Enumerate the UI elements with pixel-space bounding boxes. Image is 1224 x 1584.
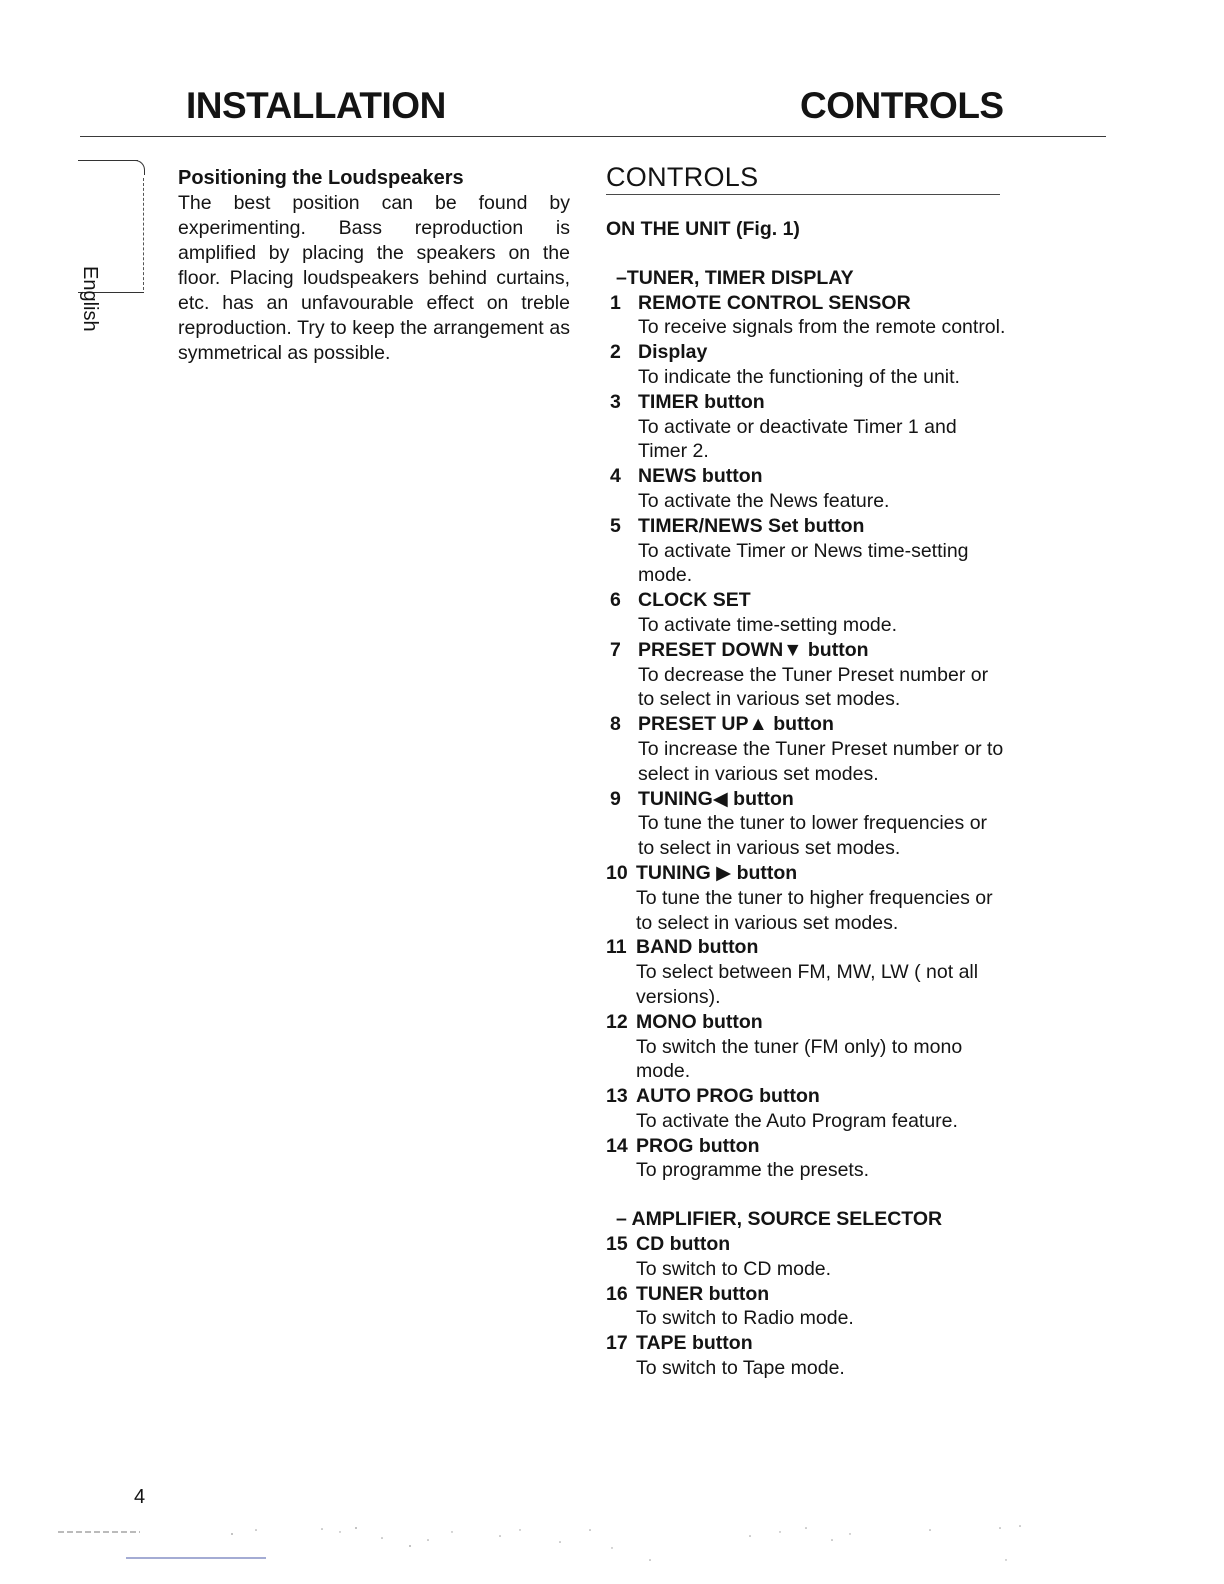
left-column <box>178 166 570 366</box>
item-title: TIMER button <box>638 390 765 413</box>
item-title: PROG button <box>636 1134 760 1157</box>
language-tab-top-border <box>78 160 138 161</box>
tuner-control-item <box>606 787 1006 861</box>
item-description: To activate the News feature. <box>638 489 890 512</box>
language-tab-side-border <box>143 178 144 290</box>
item-content <box>638 588 1006 638</box>
controls-section-divider <box>606 194 1000 195</box>
item-title: TUNER button <box>636 1282 770 1305</box>
item-description: To tune the tuner to lower frequencies or to select in various set modes. <box>638 812 988 860</box>
tuner-control-item <box>606 1084 1006 1134</box>
item-description: To tune the tuner to higher frequencies or to select in various set modes. <box>636 886 993 934</box>
unit-heading: ON THE UNIT (Fig. 1) <box>606 218 800 240</box>
item-number: 17 <box>606 1332 628 1355</box>
controls-section-title: CONTROLS <box>606 162 759 192</box>
item-content <box>636 1282 1006 1332</box>
item-content <box>636 1010 1006 1084</box>
header-left-title: INSTALLATION <box>186 85 446 126</box>
tuner-control-item <box>606 935 1006 1009</box>
item-number: 2 <box>610 341 621 364</box>
source-control-item <box>606 1282 1006 1332</box>
item-number: 3 <box>610 390 621 413</box>
header-right-title: CONTROLS <box>800 85 1004 126</box>
tuner-timer-group-heading: –TUNER, TIMER DISPLAY <box>616 266 854 289</box>
item-content <box>638 340 1006 390</box>
tuner-control-item <box>606 588 1006 638</box>
item-content <box>636 1331 1006 1381</box>
item-number: 5 <box>610 514 621 537</box>
item-title: MONO button <box>636 1010 763 1033</box>
language-tab-label: English <box>79 266 101 332</box>
source-control-item <box>606 1331 1006 1381</box>
amplifier-controls-list <box>606 1232 1006 1381</box>
item-content <box>638 787 1006 861</box>
item-description: To select between FM, MW, LW ( not all versions). <box>636 961 979 1008</box>
item-description: To switch to Radio mode. <box>636 1307 854 1330</box>
item-title: CLOCK SET <box>638 589 751 612</box>
item-title: PRESET DOWN▼ button <box>638 638 869 661</box>
item-title: TIMER/NEWS Set button <box>638 514 865 537</box>
item-description: To switch the tuner (FM only) to mono mode. <box>636 1035 963 1083</box>
item-title: BAND button <box>636 936 759 959</box>
item-content <box>636 1134 1006 1184</box>
item-number: 11 <box>606 936 627 959</box>
item-number: 13 <box>606 1085 628 1108</box>
tuner-control-item <box>606 340 1006 390</box>
tuner-control-item <box>606 638 1006 712</box>
item-number: 16 <box>606 1282 628 1305</box>
tuner-control-item <box>606 861 1006 935</box>
tuner-control-item <box>606 712 1006 786</box>
item-title: TAPE button <box>636 1332 753 1355</box>
amplifier-group-heading: – AMPLIFIER, SOURCE SELECTOR <box>616 1208 943 1231</box>
item-description: To indicate the functioning of the unit. <box>638 365 960 388</box>
right-column <box>606 160 1006 1381</box>
item-number: 1 <box>610 291 621 314</box>
item-description: To activate Timer or News time-setting mode. <box>638 539 969 587</box>
item-number: 4 <box>610 465 621 488</box>
item-description: To increase the Tuner Preset number or to select in various set modes. <box>638 737 1004 785</box>
item-title: CD button <box>636 1233 731 1256</box>
item-description: To activate time-setting mode. <box>638 613 898 636</box>
item-description: To activate the Auto Program feature. <box>636 1109 958 1132</box>
item-description: To receive signals from the remote control. <box>638 316 1006 339</box>
item-title: NEWS button <box>638 465 763 488</box>
page-number: 4 <box>134 1486 146 1508</box>
item-description: To switch to Tape mode. <box>636 1357 845 1380</box>
item-content <box>638 291 1006 341</box>
item-description: To activate or deactivate Timer 1 and Timer 2. <box>638 415 957 463</box>
item-title: PRESET UP▲ button <box>638 713 834 736</box>
tuner-control-item <box>606 514 1006 588</box>
tuner-control-item <box>606 291 1006 341</box>
item-number: 9 <box>610 787 621 810</box>
item-number: 14 <box>606 1134 628 1157</box>
item-number: 6 <box>610 589 621 612</box>
item-content <box>638 638 1006 712</box>
item-title: TUNING◀ button <box>638 787 794 810</box>
item-content <box>638 390 1006 464</box>
item-number: 7 <box>610 638 621 661</box>
item-title: AUTO PROG button <box>636 1085 820 1108</box>
item-number: 8 <box>610 713 621 736</box>
loudspeaker-subtitle: Positioning the Loudspeakers <box>178 167 464 189</box>
item-title: Display <box>638 341 708 364</box>
item-content <box>636 1232 1006 1282</box>
item-content <box>636 935 1006 1009</box>
header-divider <box>80 136 1106 137</box>
item-description: To programme the presets. <box>636 1159 870 1182</box>
tuner-control-item <box>606 464 1006 514</box>
item-number: 12 <box>606 1010 628 1033</box>
item-content <box>638 464 1006 514</box>
source-control-item <box>606 1232 1006 1282</box>
scan-footer-artifacts <box>0 1520 1224 1584</box>
item-number: 10 <box>606 861 628 884</box>
item-content <box>638 514 1006 588</box>
item-number: 15 <box>606 1233 628 1256</box>
language-tab-corner <box>134 160 145 175</box>
item-content <box>636 1084 1006 1134</box>
language-tab <box>78 160 146 332</box>
tuner-control-item <box>606 1010 1006 1084</box>
tuner-control-item <box>606 1134 1006 1184</box>
item-description: To switch to CD mode. <box>636 1257 832 1280</box>
tuner-control-item <box>606 390 1006 464</box>
loudspeaker-paragraph: The best position can be found by experimenting. Bass reproduction is amplified by placing the speakers on the floor. Placing loudspeakers behind curtains, etc. has an unfavourable effect on treble reproduction. Try to keep the arrangement as symmetrical as possible. <box>178 192 570 364</box>
item-content <box>636 861 1006 935</box>
tuner-timer-controls-list <box>606 291 1006 1184</box>
item-title: REMOTE CONTROL SENSOR <box>638 291 911 314</box>
item-title: TUNING ▶ button <box>636 861 798 884</box>
item-content <box>638 712 1006 786</box>
item-description: To decrease the Tuner Preset number or to select in various set modes. <box>638 663 989 711</box>
